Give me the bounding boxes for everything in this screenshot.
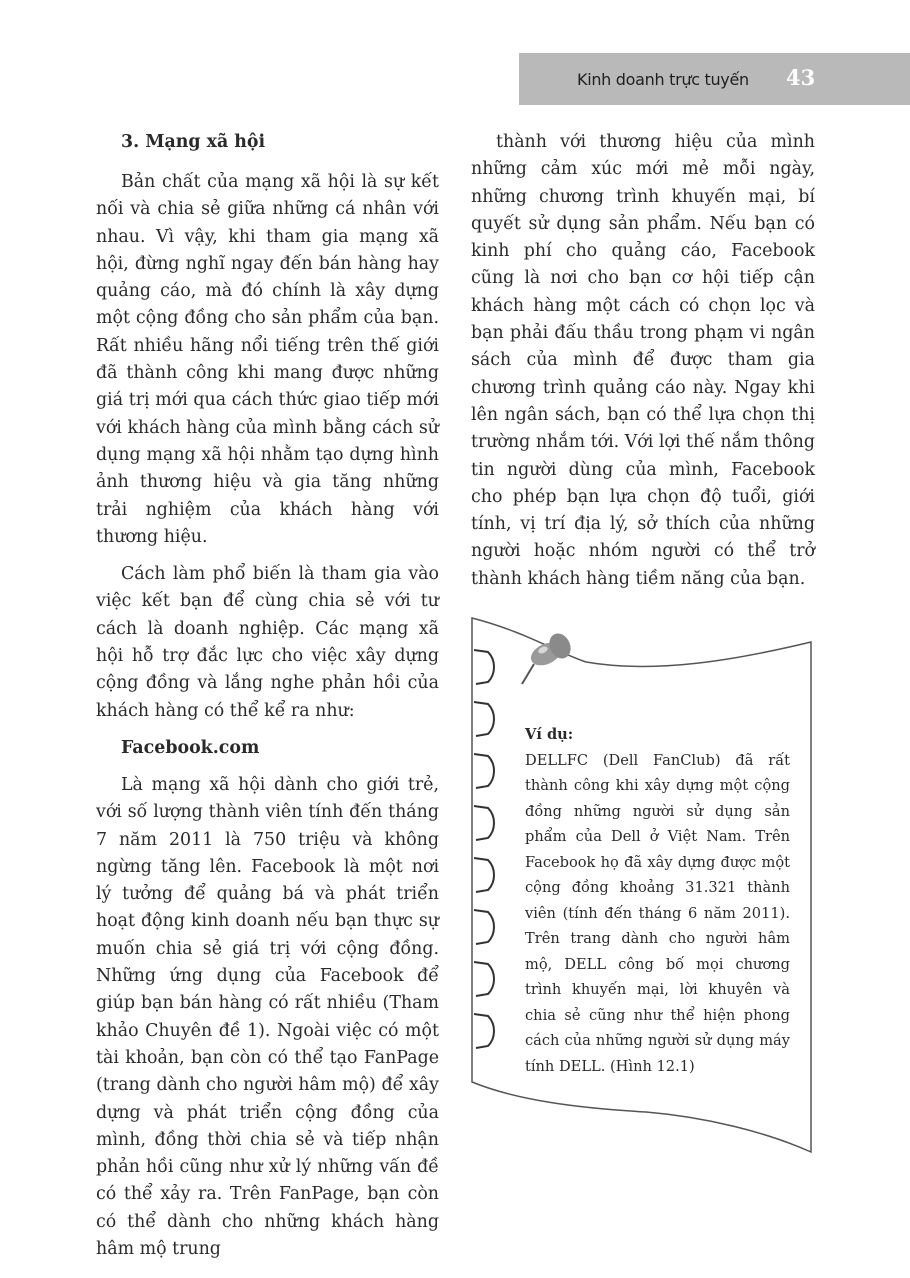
- page-header: [519, 53, 910, 105]
- paragraph-facebook: Là mạng xã hội dành cho giới trẻ, với số lượng thành viên tính đến tháng 7 năm 2011 là 750 triệu và không ngừng tăng lên. Facebook là một nơi lý tưởng để quảng bá và phát triển hoạt động kinh doanh nếu bạn thực sự muốn chia sẻ giá trị với cộng đồng. Những ứng dụng của Facebook để giúp bạn bán hàng có rất nhiều (Tham khảo Chuyên đề 1). Ngoài việc có một tài khoản, bạn còn có thể tạo FanPage (trang dành cho người hâm mộ) để xây dựng và phát triển cộng đồng của mình, đồng thời chia sẻ và tiếp nhận phản hồi cũng như xử lý những vấn đề có thể xảy ra. Trên FanPage, bạn còn có thể dành cho những khách hàng hâm mộ trung: [96, 774, 439, 1259]
- left-column: [96, 129, 439, 1263]
- paragraph-intro: Bản chất của mạng xã hội là sự kết nối và chia sẻ giữa những cá nhân với nhau. Vì vậy, khi tham gia mạng xã hội, đừng nghĩ ngay đến bán hàng hay quảng cáo, mà đó chính là xây dựng một cộng đồng cho sản phẩm của bạn. Rất nhiều hãng nổi tiếng trên thế giới đã thành công khi mang được những giá trị mới qua cách thức giao tiếp mới với khách hàng của mình bằng cách sử dụng mạng xã hội nhằm tạo dựng hình ảnh thương hiệu và gia tăng những trải nghiệm của khách hàng với thương hiệu.: [96, 172, 439, 547]
- subheading-facebook: Facebook.com: [121, 737, 260, 758]
- note-label: Ví dụ:: [525, 726, 574, 743]
- paragraph-approach: Cách làm phổ biến là tham gia vào việc kết bạn để cùng chia sẻ với tư cách là doanh nghiệp. Các mạng xã hội hỗ trợ đắc lực cho việc xây dựng cộng đồng và lắng nghe phản hồi của khách hàng có thể kể ra như:: [96, 564, 439, 721]
- right-column: [471, 129, 815, 593]
- running-title: Kinh doanh trực tuyến: [577, 70, 749, 89]
- example-note: [525, 722, 790, 1079]
- page-number: 43: [786, 65, 816, 90]
- note-body: DELLFC (Dell FanClub) đã rất thành công khi xây dựng một cộng đồng những người sử dụng sản phẩm của Dell ở Việt Nam. Trên Facebook họ đã xây dựng được một cộng đồng khoảng 31.321 thành viên (tính đến tháng 6 năm 2011). Trên trang dành cho người hâm mộ, DELL công bố mọi chương trình khuyến mại, lời khuyên và chia sẻ cũng như thể hiện phong cách của những người sử dụng máy tính DELL. (Hình 12.1): [525, 751, 790, 1075]
- section-heading: 3. Mạng xã hội: [121, 132, 266, 152]
- paragraph-continued: thành với thương hiệu của mình những cảm xúc mới mẻ mỗi ngày, những chương trình khuyến mại, bí quyết sử dụng sản phẩm. Nếu bạn có kinh phí cho quảng cáo, Facebook cũng là nơi cho bạn cơ hội tiếp cận khách hàng một cách có chọn lọc và bạn phải đấu thầu trong phạm vi ngân sách của mình để được tham gia chương trình quảng cáo này. Ngay khi lên ngân sách, bạn có thể lựa chọn thị trường nhắm tới. Với lợi thế nắm thông tin người dùng của mình, Facebook cho phép bạn lựa chọn độ tuổi, giới tính, vị trí địa lý, sở thích của những người hoặc nhóm người có thể trở thành khách hàng tiềm năng của bạn.: [471, 132, 815, 589]
